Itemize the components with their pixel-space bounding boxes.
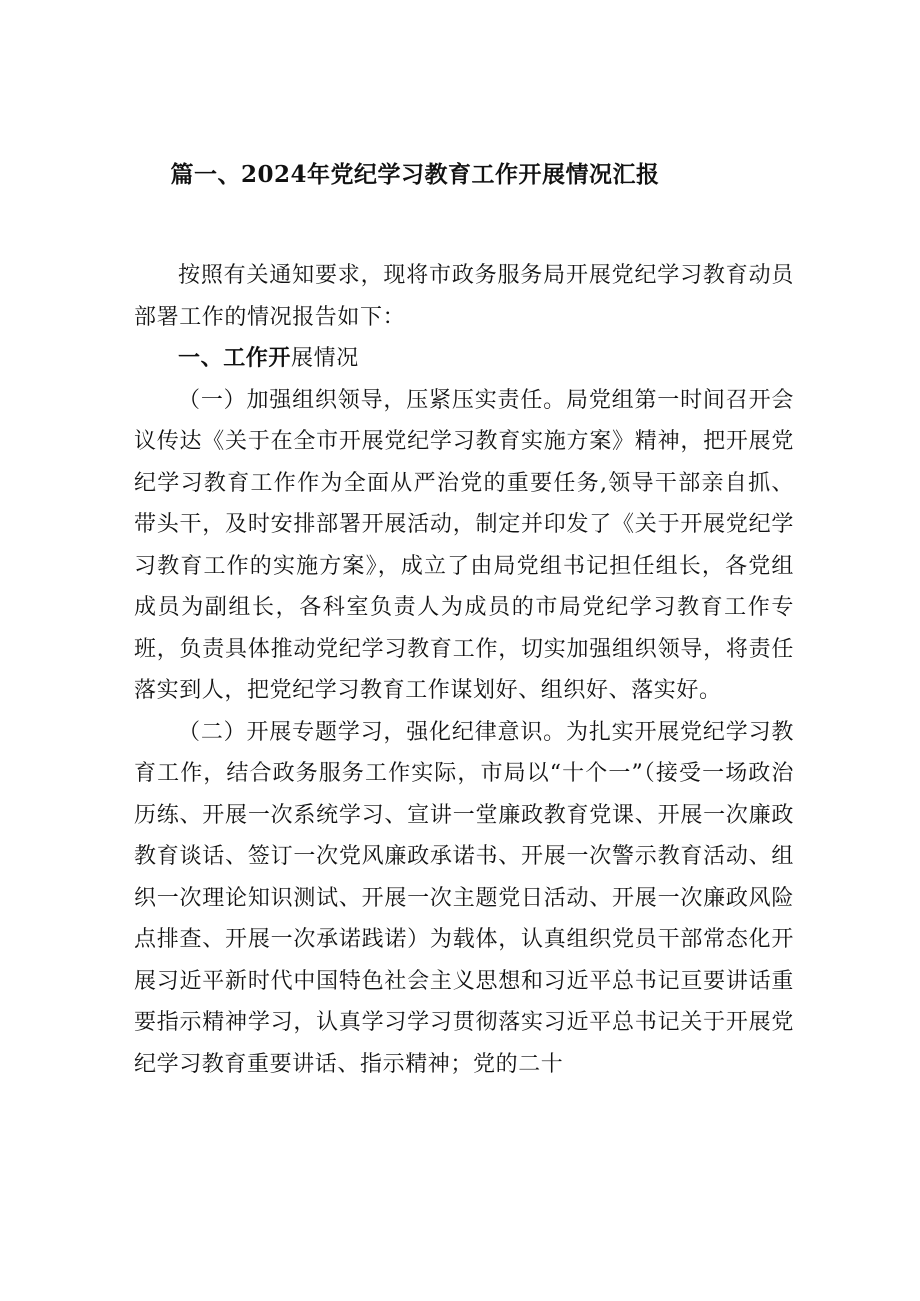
- section-heading-bold: 一、工作开: [178, 345, 292, 371]
- paragraph-study: （二）开展专题学习，强化纪律意识。为扎实开展党纪学习教育工作，结合政务服务工作实际，市局以“十个一”（接受一场政治历练、开展一次系统学习、宣讲一堂廉政教育党课、开展一次廉政教育谈话、签订一次党风廉政承诺书、开展一次警示教育活动、组织一次理论知识测试、开展一次主题党日活动、开展一次廉政风险点排查、开展一次承诺践诺）为载体，认真组织党员干部常态化开展习近平新时代中国特色社会主义思想和习近平总书记亘要讲话重要指示精神学习，认真学习学习贯彻落实习近平总书记关于开展党纪学习教育重要讲话、指示精神；党的二十: [134, 719, 794, 1077]
- paragraph-organization: （一）加强组织领导，压紧压实责任。局党组第一时间召开会议传达《关于在全市开展党纪学习教育实施方案》精神，把开展党纪学习教育工作作为全面从严治党的重要任务,领导干部亲自抓、带头干，及时安排部署开展活动，制定并印发了《关于开展党纪学习教育工作的实施方案》，成立了由局党组书记担任组长，各党组成员为副组长，各科室负责人为成员的市局党纪学习教育工作专班，负责具体推动党纪学习教育工作，切实加强组织领导，将责任落实到人，把党纪学习教育工作谋划好、组织好、落实好。: [134, 387, 794, 703]
- document-body: [134, 255, 794, 1085]
- section-heading: [134, 338, 794, 380]
- intro-paragraph: 按照有关通知要求，现将市政务服务局开展党纪学习教育动员部署工作的情况报告如下：: [134, 263, 794, 330]
- section-heading-rest: 展情况: [291, 346, 359, 371]
- document-title: 篇一、2024年党纪学习教育工作开展情况汇报: [170, 161, 660, 188]
